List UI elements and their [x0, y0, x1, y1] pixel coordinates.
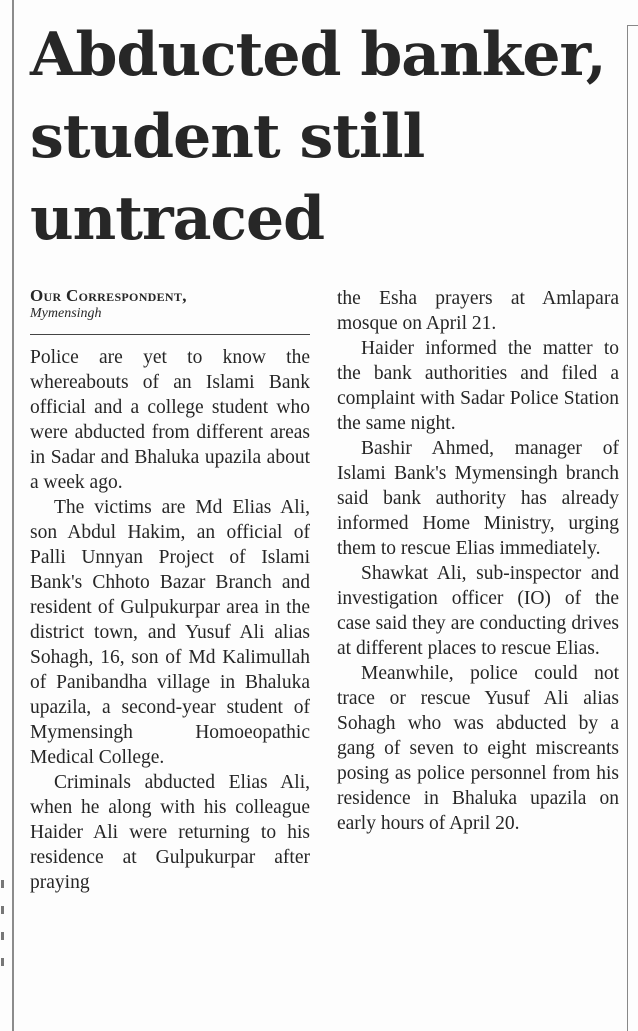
- left-column-rule: [12, 0, 14, 1031]
- paragraph-1: Police are yet to know the whereabouts of an Islami Bank official and a college student who were abducted from different areas in Sadar and Bhaluka upazila about a week ago.: [30, 347, 310, 493]
- adjacent-column-fragment: [0, 880, 6, 980]
- headline: Abducted banker, student still untraced: [30, 20, 606, 254]
- paragraph-4: Haider informed the matter to the bank authorities and filed a complaint with Sadar Police Station the same night.: [337, 338, 619, 434]
- paragraph-7: Meanwhile, police could not trace or rescue Yusuf Ali alias Sohagh who was abducted by a gang of seven to eight miscreants posing as police personnel from his residence in Bhaluka upazila on early hours of April 20.: [337, 663, 619, 834]
- byline-author: Our Correspondent,: [30, 286, 187, 305]
- paragraph-6: Shawkat Ali, sub-inspector and investigation officer (IO) of the case said they are conducting drives at different places to rescue Elias.: [337, 563, 619, 659]
- byline-dateline: Mymensingh: [30, 306, 102, 321]
- article-column-right: [337, 286, 619, 836]
- paragraph-2: The victims are Md Elias Ali, son Abdul Hakim, an official of Palli Unnyan Project of Islami Bank's Chhoto Bazar Branch and resident of Gulpukurpar area in the district town, and Yusuf Ali alias Sohagh, 16, son of Md Kalimullah of Panibandha village in Bhaluka upazila, a second-year student of Mymensingh Homoeopathic Medical College.: [30, 497, 310, 768]
- paragraph-5: Bashir Ahmed, manager of Islami Bank's Mymensingh branch said bank authority has already informed Home Ministry, urging them to rescue Elias immediately.: [337, 438, 619, 559]
- article-column-left: [30, 286, 310, 895]
- paragraph-3-continued: the Esha prayers at Amlapara mosque on April 21.: [337, 288, 619, 334]
- byline-divider: [30, 334, 310, 335]
- paragraph-3: Criminals abducted Elias Ali, when he along with his colleague Haider Ali were returning to his residence at Gulpukurpar after praying: [30, 772, 310, 893]
